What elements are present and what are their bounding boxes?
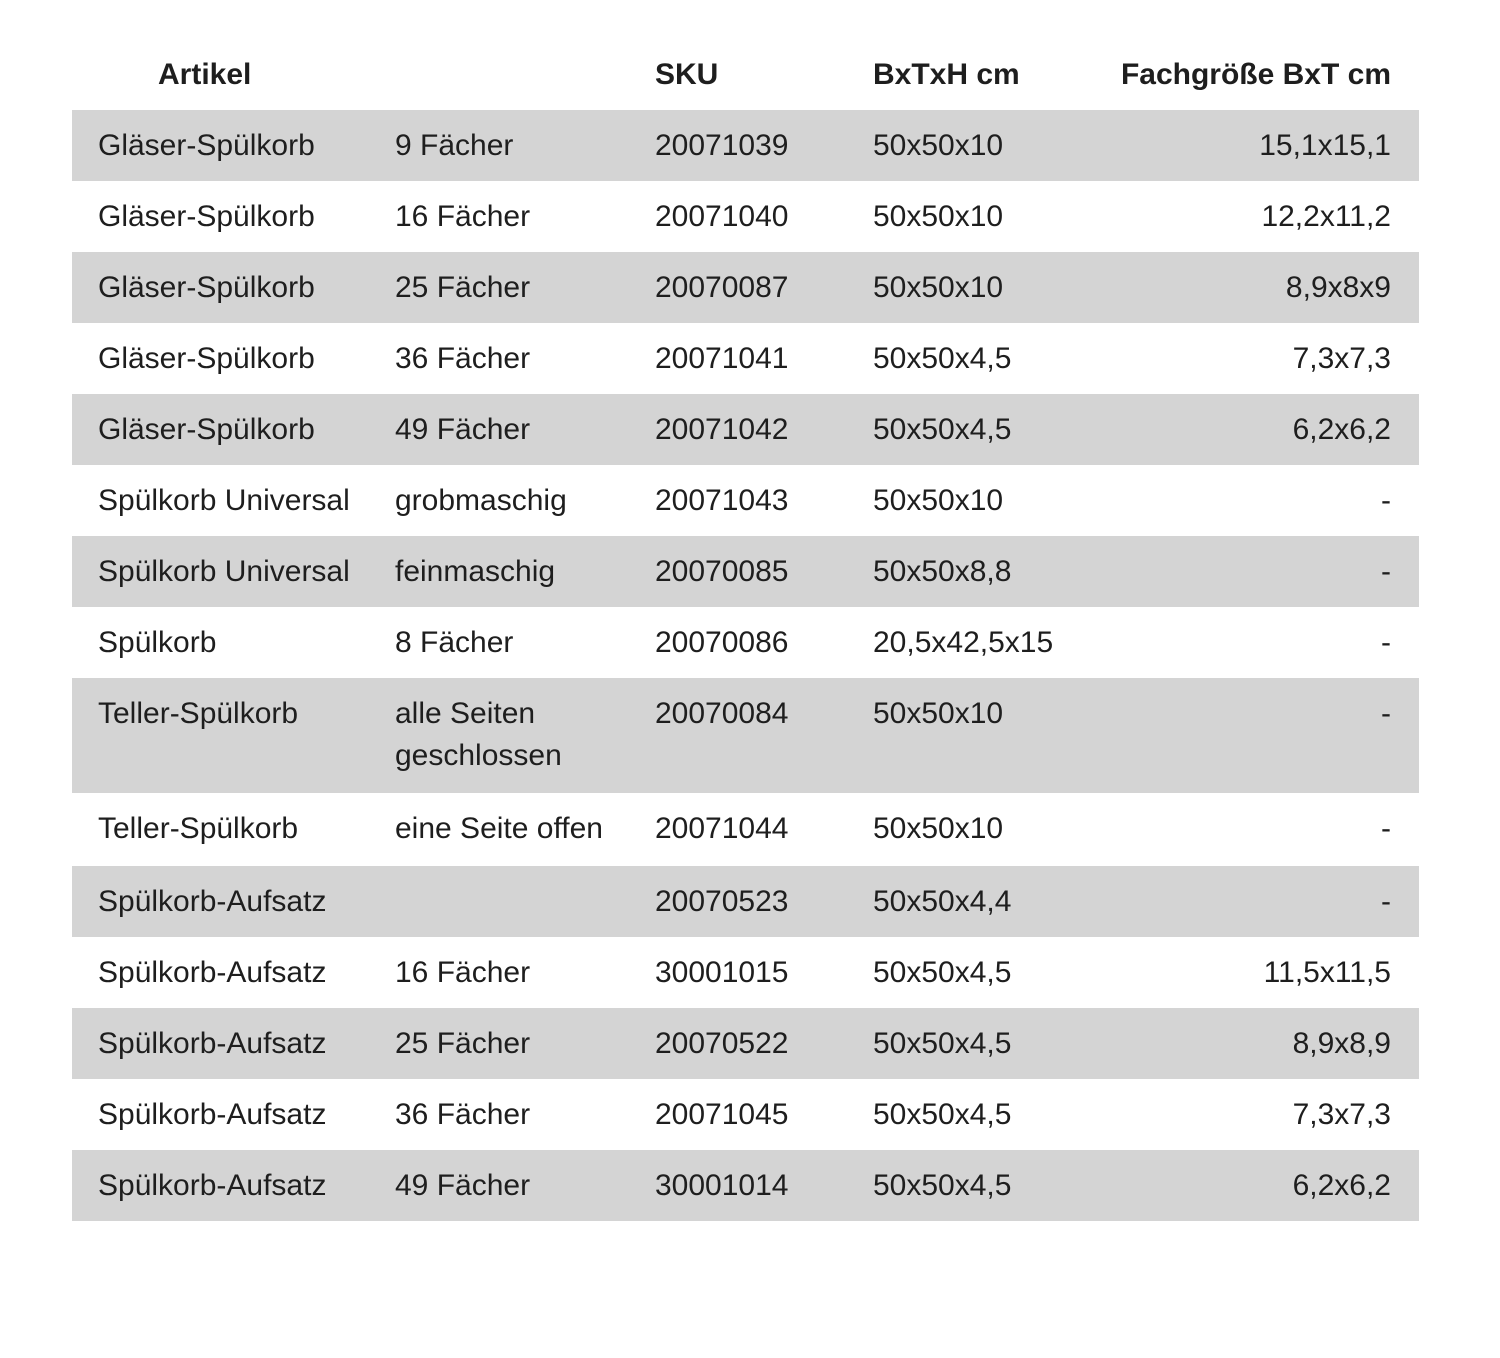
cell-compartment-size: 8,9x8,9 bbox=[1093, 1008, 1419, 1079]
cell-compartment-size: 6,2x6,2 bbox=[1093, 394, 1419, 465]
cell-artikel: Spülkorb-Aufsatz bbox=[98, 1098, 327, 1131]
cell-compartment-size: 7,3x7,3 bbox=[1292, 342, 1391, 375]
cell-compartment-size: 15,1x15,1 bbox=[1093, 110, 1419, 181]
table-row bbox=[72, 1150, 1419, 1221]
cell-dimensions: 50x50x4,5 bbox=[873, 342, 1012, 375]
cell-sku: 20071039 bbox=[655, 110, 873, 181]
cell-variant: 8 Fächer bbox=[395, 626, 514, 659]
cell-dimensions: 50x50x10 bbox=[873, 110, 1093, 181]
cell-sku: 20071040 bbox=[655, 200, 789, 233]
cell-sku: 20070086 bbox=[655, 626, 789, 659]
header-compartment-size: Fachgröße BxT cm bbox=[1120, 58, 1391, 91]
cell-variant: 36 Fächer bbox=[395, 1098, 531, 1131]
cell-variant: 16 Fächer bbox=[395, 956, 531, 989]
cell-sku: 20070087 bbox=[655, 252, 873, 323]
table-row bbox=[72, 181, 1419, 252]
table-row bbox=[72, 536, 1419, 607]
cell-compartment-size: 12,2x11,2 bbox=[1261, 200, 1391, 233]
table-row bbox=[72, 793, 1419, 866]
cell-artikel: Gläser-Spülkorb bbox=[72, 110, 395, 181]
cell-artikel: Spülkorb-Aufsatz bbox=[72, 1150, 395, 1221]
cell-dimensions: 50x50x10 bbox=[873, 484, 1004, 517]
cell-sku: 30001015 bbox=[655, 956, 789, 989]
header-variant bbox=[395, 40, 655, 110]
cell-artikel: Gläser-Spülkorb bbox=[98, 342, 315, 375]
cell-artikel: Teller-Spülkorb bbox=[72, 678, 395, 793]
cell-sku: 20071044 bbox=[655, 812, 789, 845]
table-row bbox=[72, 937, 1419, 1008]
cell-artikel: Spülkorb-Aufsatz bbox=[72, 866, 395, 937]
cell-compartment-size: - bbox=[1381, 812, 1391, 845]
cell-dimensions: 50x50x4,4 bbox=[873, 866, 1093, 937]
cell-compartment-size: - bbox=[1093, 866, 1419, 937]
cell-dimensions: 50x50x8,8 bbox=[873, 536, 1093, 607]
cell-variant: alle Seiten geschlossen bbox=[395, 678, 655, 793]
cell-compartment-size: - bbox=[1093, 536, 1419, 607]
cell-dimensions: 20,5x42,5x15 bbox=[873, 626, 1054, 659]
cell-variant: grobmaschig bbox=[395, 484, 567, 517]
cell-variant bbox=[395, 866, 655, 937]
table-row bbox=[72, 323, 1419, 394]
cell-variant: 9 Fächer bbox=[395, 110, 655, 181]
table-row bbox=[72, 252, 1419, 323]
table-row bbox=[72, 678, 1419, 793]
cell-artikel: Gläser-Spülkorb bbox=[72, 394, 395, 465]
table-row bbox=[72, 394, 1419, 465]
cell-variant: eine Seite offen bbox=[395, 812, 603, 845]
cell-dimensions: 50x50x4,5 bbox=[873, 1008, 1093, 1079]
cell-compartment-size: 11,5x11,5 bbox=[1263, 956, 1391, 989]
cell-compartment-size: - bbox=[1381, 484, 1391, 517]
cell-dimensions: 50x50x10 bbox=[873, 812, 1004, 845]
cell-dimensions: 50x50x10 bbox=[873, 678, 1093, 793]
cell-dimensions: 50x50x10 bbox=[873, 200, 1004, 233]
cell-variant: 49 Fächer bbox=[395, 1150, 655, 1221]
product-table-container bbox=[72, 40, 1419, 1221]
product-table bbox=[72, 40, 1419, 1221]
table-row bbox=[72, 1008, 1419, 1079]
cell-artikel: Spülkorb-Aufsatz bbox=[72, 1008, 395, 1079]
cell-sku: 20070522 bbox=[655, 1008, 873, 1079]
header-dimensions: BxTxH cm bbox=[873, 58, 1020, 91]
table-header bbox=[72, 40, 1419, 110]
cell-sku: 20071045 bbox=[655, 1098, 789, 1131]
cell-sku: 20071043 bbox=[655, 484, 789, 517]
table-row bbox=[72, 866, 1419, 937]
cell-sku: 20071041 bbox=[655, 342, 789, 375]
cell-artikel: Spülkorb Universal bbox=[72, 536, 395, 607]
table-row bbox=[72, 607, 1419, 678]
table-row bbox=[72, 1079, 1419, 1150]
cell-variant: feinmaschig bbox=[395, 536, 655, 607]
cell-dimensions: 50x50x4,5 bbox=[873, 394, 1093, 465]
cell-sku: 20071042 bbox=[655, 394, 873, 465]
cell-compartment-size: 8,9x8x9 bbox=[1093, 252, 1419, 323]
cell-dimensions: 50x50x4,5 bbox=[873, 1098, 1012, 1131]
cell-compartment-size: - bbox=[1093, 678, 1419, 793]
cell-variant: 25 Fächer bbox=[395, 252, 655, 323]
cell-dimensions: 50x50x10 bbox=[873, 252, 1093, 323]
cell-sku: 20070523 bbox=[655, 866, 873, 937]
cell-artikel: Gläser-Spülkorb bbox=[72, 252, 395, 323]
cell-variant: 36 Fächer bbox=[395, 342, 531, 375]
header-artikel: Artikel bbox=[158, 58, 252, 91]
cell-artikel: Spülkorb-Aufsatz bbox=[98, 956, 327, 989]
cell-dimensions: 50x50x4,5 bbox=[873, 1150, 1093, 1221]
cell-artikel: Spülkorb bbox=[98, 626, 217, 659]
header-sku: SKU bbox=[655, 58, 719, 91]
cell-artikel: Teller-Spülkorb bbox=[98, 812, 299, 845]
cell-sku: 20070085 bbox=[655, 536, 873, 607]
table-row bbox=[72, 110, 1419, 181]
cell-compartment-size: 7,3x7,3 bbox=[1292, 1098, 1391, 1131]
cell-compartment-size: - bbox=[1381, 626, 1391, 659]
cell-dimensions: 50x50x4,5 bbox=[873, 956, 1012, 989]
cell-artikel: Spülkorb Universal bbox=[98, 484, 350, 517]
table-body bbox=[72, 110, 1419, 1221]
cell-artikel: Gläser-Spülkorb bbox=[98, 200, 315, 233]
table-row bbox=[72, 465, 1419, 536]
cell-variant: 49 Fächer bbox=[395, 394, 655, 465]
cell-variant: 16 Fächer bbox=[395, 200, 531, 233]
cell-sku: 30001014 bbox=[655, 1150, 873, 1221]
cell-variant: 25 Fächer bbox=[395, 1008, 655, 1079]
cell-compartment-size: 6,2x6,2 bbox=[1093, 1150, 1419, 1221]
header-row bbox=[72, 40, 1419, 110]
cell-sku: 20070084 bbox=[655, 678, 873, 793]
